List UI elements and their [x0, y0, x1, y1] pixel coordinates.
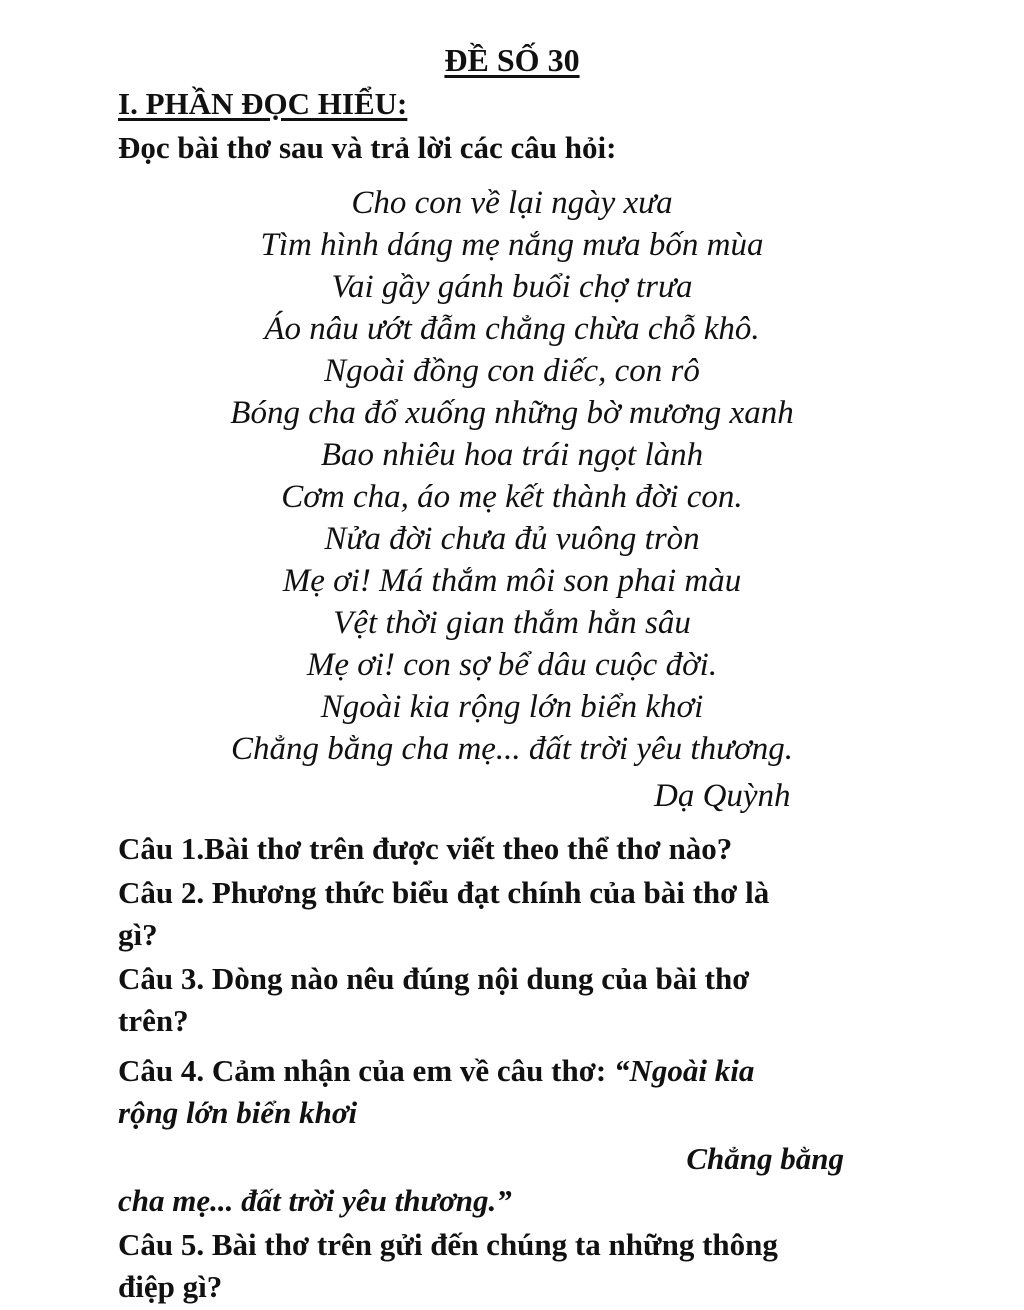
- poem-line: Vệt thời gian thắm hằn sâu: [333, 605, 691, 641]
- question-1: [118, 828, 878, 870]
- question-quote: Chẳng bằng: [686, 1141, 844, 1176]
- question-5: [118, 1224, 878, 1308]
- poem-author: Dạ Quỳnh: [654, 778, 791, 814]
- poem-line: Mẹ ơi! con sợ bể dâu cuộc đời.: [306, 647, 718, 683]
- question-text-cont: trên?: [118, 1003, 189, 1038]
- poem-line: Ngoài kia rộng lớn biển khơi: [320, 689, 704, 725]
- poem-line: Cho con về lại ngày xưa: [351, 185, 673, 221]
- exam-title: ĐỀ SỐ 30: [444, 42, 580, 78]
- poem-line: Nửa đời chưa đủ vuông tròn: [324, 521, 700, 557]
- poem-line: Mẹ ơi! Má thắm môi son phai màu: [282, 563, 742, 599]
- poem-line: Áo nâu ướt đẫm chẳng chừa chỗ khô.: [264, 311, 760, 347]
- poem-line: Vai gầy gánh buổi chợ trưa: [331, 269, 693, 305]
- question-list: [118, 828, 878, 1310]
- poem-line: Chẳng bằng cha mẹ... đất trời yêu thương.: [231, 731, 793, 767]
- question-text: Câu 3. Dòng nào nêu đúng nội dung của bài thơ: [118, 961, 750, 996]
- question-quote: cha mẹ... đất trời yêu thương.”: [118, 1183, 512, 1218]
- question-quote: “Ngoài kia: [613, 1053, 755, 1088]
- poem-line: Ngoài đồng con diếc, con rô: [324, 353, 700, 389]
- question-2: [118, 872, 878, 956]
- question-text: Câu 5. Bài thơ trên gửi đến chúng ta những thông: [118, 1227, 778, 1262]
- question-text: Câu 4. Cảm nhận của em về câu thơ:: [118, 1053, 614, 1088]
- instruction-text: Đọc bài thơ sau và trả lời các câu hỏi:: [118, 130, 617, 165]
- question-text: Câu 1.Bài thơ trên được viết theo thể thơ nào?: [118, 831, 733, 866]
- poem-line: Bóng cha đổ xuống những bờ mương xanh: [230, 395, 794, 431]
- section-title: I. PHẦN ĐỌC HIỂU:: [118, 86, 408, 121]
- poem-line: Bao nhiêu hoa trái ngọt lành: [320, 437, 704, 473]
- question-3: [118, 958, 878, 1042]
- question-quote: rộng lớn biển khơi: [118, 1095, 358, 1130]
- question-text: Câu 2. Phương thức biểu đạt chính của bài thơ là: [118, 875, 770, 910]
- question-text-cont: điệp gì?: [118, 1269, 223, 1304]
- question-text-cont: gì?: [118, 917, 158, 952]
- poem-line: Cơm cha, áo mẹ kết thành đời con.: [281, 479, 743, 515]
- poem-line: Tìm hình dáng mẹ nắng mưa bốn mùa: [260, 227, 764, 263]
- question-4: [118, 1050, 878, 1222]
